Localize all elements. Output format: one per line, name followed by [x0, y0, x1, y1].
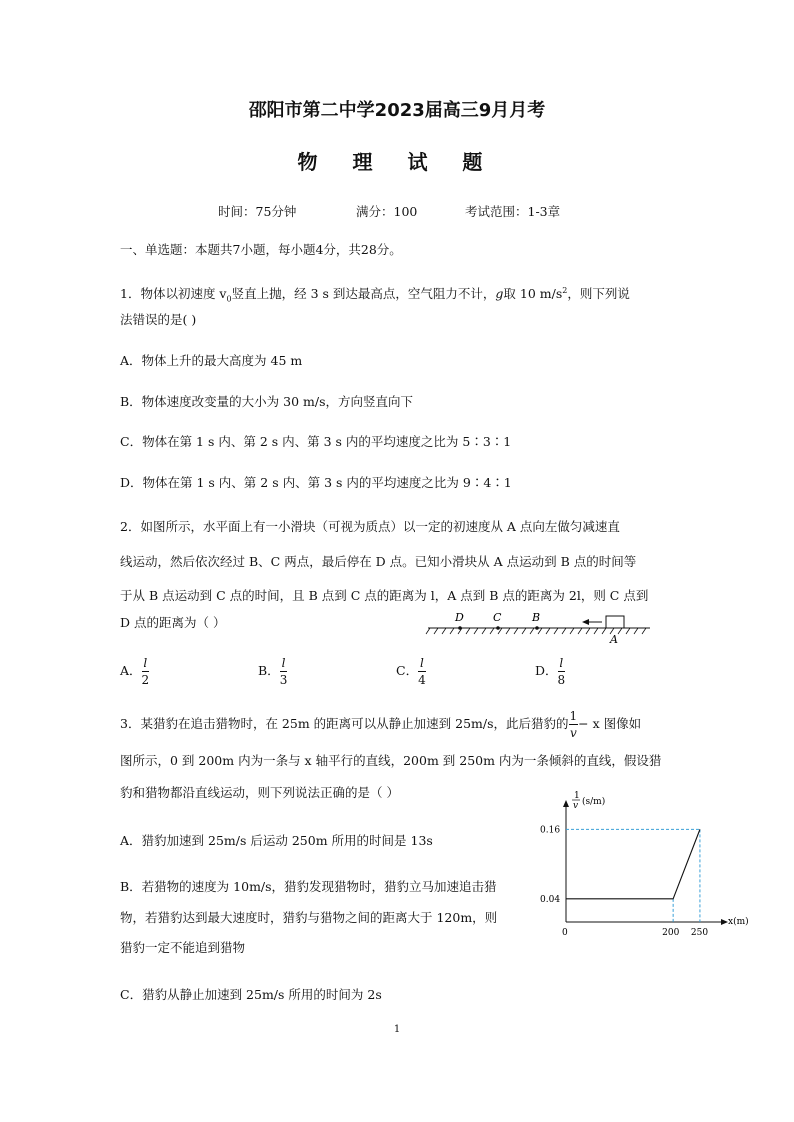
q2-stem-line3: 于从 B 点运动到 C 点的时间，且 B 点到 C 点的距离为 l，A 点到 B 点的距离为 2l，则 C 点到	[120, 588, 649, 603]
q2-option-b-fraction	[280, 655, 288, 688]
q2-option-d-fraction	[558, 655, 566, 688]
q2-option-c	[396, 655, 426, 688]
fraction-denominator: 8	[557, 673, 566, 687]
x-tick-label: 200	[662, 928, 680, 938]
y-tick-label: 0.04	[540, 894, 561, 905]
q1-stem-superscript: 2	[562, 285, 568, 295]
y-tick-label: 0.16	[540, 825, 561, 836]
q3-stem-part-a: 3．某猎豹在追击猎物时，在 25m 的距离可以从静止加速到 25m/s，此后猎豹的	[120, 716, 569, 731]
fraction-numerator: 1	[569, 709, 578, 723]
q2-option-a	[120, 655, 149, 688]
q2-option-d	[535, 655, 565, 688]
exam-time: 时间：75分钟	[218, 204, 297, 219]
q2-option-a-fraction	[142, 655, 150, 688]
q1-stem-line2: 法错误的是( )	[120, 312, 197, 327]
fraction-numerator: l	[419, 656, 424, 670]
fraction-numerator: l	[559, 656, 564, 670]
q2-option-b	[258, 655, 287, 688]
q3-option-b-line1: B．若猎物的速度为 10m/s，猎豹发现猎物时，猎豹立马加速追击猎	[120, 879, 497, 894]
fraction-denominator: 2	[141, 673, 150, 687]
q2-stem-line2: 线运动，然后依次经过 B、C 两点，最后停在 D 点。已知小滑块从 A 点运动到 B 点的时间等	[120, 554, 637, 569]
section-heading: 一、单选题：本题共7小题，每小题4分，共28分。	[120, 242, 402, 257]
label-d: D	[455, 611, 464, 624]
q2-stem-line4: D 点的距离为（ ）	[120, 615, 226, 630]
label-b: B	[532, 611, 541, 624]
q1-option-d: D．物体在第 1 s 内、第 2 s 内、第 3 s 内的平均速度之比为 9∶4∶1	[120, 475, 512, 490]
q2-option-d-letter: D．	[535, 663, 558, 678]
q1-stem-line1	[120, 284, 630, 304]
exam-subtitle: 物 理 试 题	[297, 150, 497, 174]
q1-stem-part-b: 竖直上抛，经 3 s 到达最高点，空气阻力不计，	[231, 286, 496, 301]
q2-option-b-letter: B．	[258, 663, 280, 678]
point-b	[535, 626, 539, 630]
q2-track-figure	[424, 606, 654, 646]
point-d	[458, 626, 462, 630]
q1-stem-part-a: 1．物体以初速度 v	[120, 286, 227, 301]
y-axis-label-numerator: 1	[574, 791, 580, 801]
q1-option-c: C．物体在第 1 s 内、第 2 s 内、第 3 s 内的平均速度之比为 5∶3∶1	[120, 434, 512, 449]
x-axis-arrow	[721, 919, 728, 925]
q3-chart	[530, 791, 749, 940]
q3-option-a: A．猎豹加速到 25m/s 后运动 250m 所用的时间是 13s	[120, 833, 433, 848]
q2-option-c-letter: C．	[396, 663, 419, 678]
y-axis-label-unit: (s/m)	[582, 797, 606, 807]
slider-block	[606, 616, 624, 628]
q2-stem-line1: 2．如图所示，水平面上有一小滑块（可视为质点）以一定的初速度从 A 点向左做匀减速直	[120, 519, 620, 534]
q3-stem-part-b: − x 图像如	[578, 716, 642, 731]
fraction-denominator: 4	[418, 673, 426, 687]
q3-stem-line3: 豹和猎物都沿直线运动，则下列说法正确的是（ ）	[120, 785, 399, 800]
fraction-numerator: l	[281, 656, 286, 670]
q1-option-b: B．物体速度改变量的大小为 30 m/s，方向竖直向下	[120, 394, 414, 409]
q2-option-a-letter: A．	[120, 663, 142, 678]
exam-scope: 考试范围：1-3章	[465, 204, 561, 219]
q3-option-c: C．猎豹从静止加速到 25m/s 所用的时间为 2s	[120, 987, 382, 1002]
q1-stem-part-c: 取 10 m/s	[503, 286, 563, 301]
q2-option-c-fraction	[418, 655, 426, 688]
origin-label: 0	[562, 928, 568, 938]
point-c	[496, 626, 500, 630]
q3-option-b-line2: 物，若猎豹达到最大速度时，猎豹与猎物之间的距离大于 120m，则	[120, 910, 498, 925]
x-axis-label: x(m)	[728, 917, 749, 927]
q1-option-a: A．物体上升的最大高度为 45 m	[120, 353, 303, 368]
q1-stem-g: g	[495, 286, 504, 301]
y-axis-label-denominator: v	[573, 801, 579, 811]
label-c: C	[493, 611, 502, 624]
q1-stem-part-d: ，则下列说	[567, 286, 630, 301]
fraction-denominator: v	[569, 726, 577, 740]
x-tick-label: 250	[690, 928, 709, 938]
page-number: 1	[393, 1024, 401, 1035]
q3-stem-line2: 图所示，0 到 200m 内为一条与 x 轴平行的直线，200m 到 250m 内为一条倾斜的直线，假设猎	[120, 753, 662, 768]
fraction-numerator: l	[143, 656, 148, 670]
label-a: A	[610, 633, 618, 646]
y-axis-arrow	[563, 800, 569, 807]
exam-score: 满分：100	[356, 204, 418, 219]
fraction-denominator: 3	[279, 673, 288, 687]
data-line	[566, 829, 700, 898]
q1-stem-subscript: 0	[226, 294, 232, 304]
exam-title: 邵阳市第二中学2023届高三9月月考	[248, 100, 546, 121]
q3-option-b-line3: 猎豹一定不能追到猎物	[120, 940, 246, 955]
q3-stem-line1	[120, 708, 641, 741]
q3-inline-fraction	[569, 708, 579, 741]
